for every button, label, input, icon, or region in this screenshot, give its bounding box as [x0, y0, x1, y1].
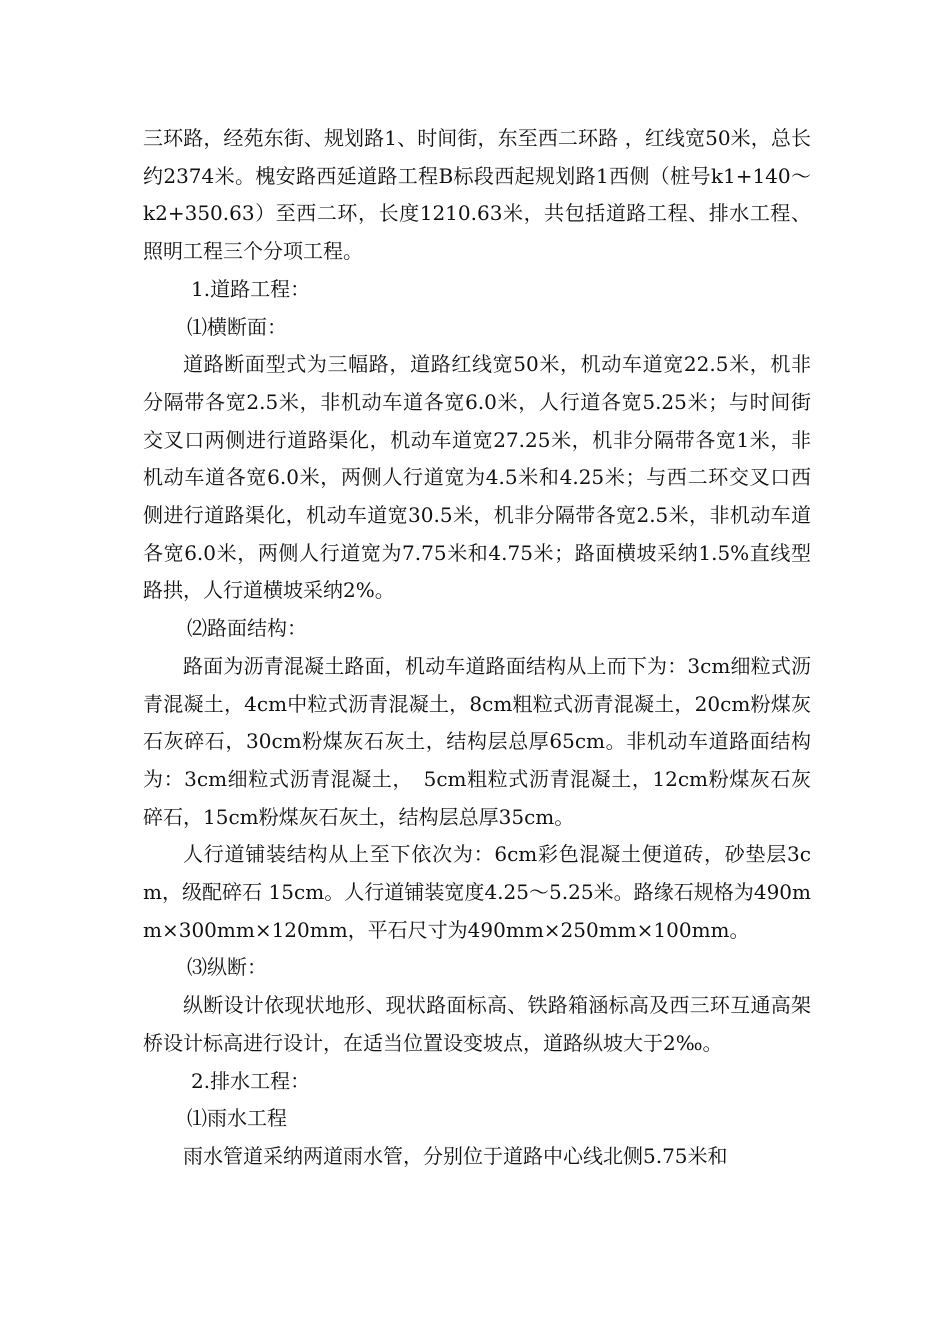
- subheading-pavement-structure: ⑵路面结构：: [187, 616, 307, 641]
- heading-road-works: 1.道路工程：: [191, 276, 311, 301]
- paragraph-rainwater: 雨水管道采纳两道雨水管，分别位于道路中心线北侧5.75米和: [183, 1143, 728, 1168]
- paragraph-cross-section: 道路断面型式为三幅路，道路红线宽50米，机动车道宽22.5米，机非分隔带各宽2.5米，非机动车道各宽6.0米，人行道各宽5.25米；与时间街交叉口两侧进行道路渠化，机动车道宽27.25米，机非分隔带各宽1米，非机动车道各宽6.0米，两侧人行道宽为4.5米和4.25米；与西二环交叉口西侧进行道路渠化，机动车道宽30.5米，机非分隔带各宽2.5米，非机动车道各宽6.0米，两侧人行道宽为7.75米和4.75米；路面横坡采纳1.5%直线型路拱，人行道横坡采纳2%。: [143, 352, 811, 603]
- document-body: [143, 120, 811, 1176]
- paragraph-intro: 三环路，经苑东街、规划路1、时间街，东至西二环路 ，红线宽50米，总长约2374米。槐安路西延道路工程B标段西起规划路1西侧（桩号k1+140～k2+350.63）至西二环，长度1210.63米，共包括道路工程、排水工程、照明工程三个分项工程。: [143, 126, 811, 264]
- paragraph-sidewalk-paving: 人行道铺装结构从上至下依次为：6cm彩色混凝土便道砖，砂垫层3cm，级配碎石 15cm。人行道铺装宽度4.25～5.25米。路缘石规格为490mm×300mm×120mm，平石尺寸为490mm×250mm×100mm。: [143, 842, 811, 942]
- subheading-rainwater: ⑴雨水工程: [187, 1106, 287, 1131]
- heading-drainage-works: 2.排水工程：: [191, 1068, 311, 1093]
- paragraph-longitudinal: 纵断设计依现状地形、现状路面标高、铁路箱涵标高及西三环互通高架桥设计标高进行设计，在适当位置设变坡点，道路纵坡大于2‰。: [143, 993, 811, 1055]
- subheading-cross-section: ⑴横断面：: [187, 314, 287, 339]
- subheading-longitudinal: ⑶纵断：: [187, 955, 267, 980]
- paragraph-pavement-structure: 路面为沥青混凝土路面，机动车道路面结构从上而下为：3cm细粒式沥青混凝土，4cm中粒式沥青混凝土，8cm粗粒式沥青混凝土，20cm粉煤灰石灰碎石，30cm粉煤灰石灰土，结构层总厚65cm。非机动车道路面结构为：3cm细粒式沥青混凝土， 5cm粗粒式沥青混凝土，12cm粉煤灰石灰碎石，15cm粉煤灰石灰土，结构层总厚35cm。: [143, 653, 811, 829]
